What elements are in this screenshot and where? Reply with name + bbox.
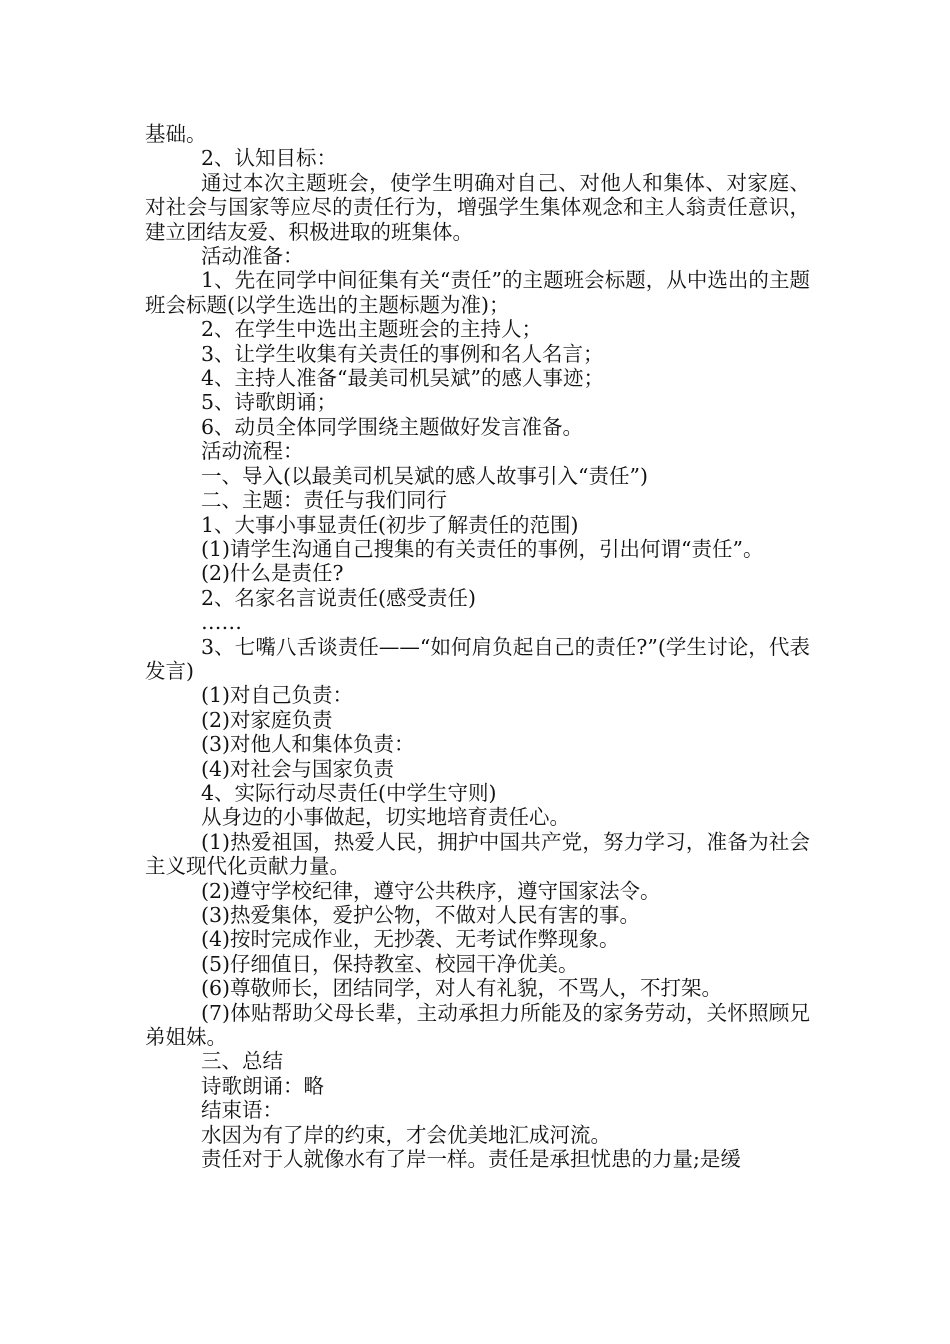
code-item-6: (6)尊敬师长，团结同学，对人有礼貌，不骂人，不打架。 — [201, 976, 723, 1001]
code-item-4: (4)按时完成作业，无抄袭、无考试作弊现象。 — [201, 927, 620, 952]
prep-item-6: 6、动员全体同学围绕主题做好发言准备。 — [201, 414, 584, 439]
code-item-7: (7)体贴帮助父母长辈，主动承担力所能及的家务劳动，关怀照顾兄弟姐妹。 — [145, 1000, 810, 1050]
theme-part-4-intro: 从身边的小事做起，切实地培育责任心。 — [201, 805, 570, 830]
code-item-3: (3)热爱集体，爱护公物，不做对人民有害的事。 — [201, 903, 641, 927]
prep-item-4: 4、主持人准备“最美司机吴斌”的感人事迹； — [201, 366, 605, 391]
paragraph-continuation: 基础。 — [145, 122, 207, 146]
code-item-5: (5)仔细值日，保持教室、校园干净优美。 — [201, 951, 579, 976]
theme-part-3-item-4: (4)对社会与国家负责 — [201, 756, 395, 781]
heading-cognitive-goal: 2、认知目标： — [201, 146, 338, 171]
document-body — [145, 122, 810, 1171]
theme-part-2: 2、名家名言说责任(感受责任) — [201, 585, 477, 610]
heading-summary: 三、总结 — [201, 1049, 283, 1074]
heading-closing-remarks: 结束语： — [201, 1098, 283, 1123]
closing-line-2: 责任对于人就像水有了岸一样。责任是承担忧患的力量;是缓 — [201, 1147, 741, 1172]
prep-item-2: 2、在学生中选出主题班会的主持人； — [201, 317, 543, 342]
poetry-recital: 诗歌朗诵：略 — [201, 1073, 324, 1098]
theme-part-1-item-2: (2)什么是责任? — [201, 561, 344, 586]
theme-part-4: 4、实际行动尽责任(中学生守则) — [201, 780, 497, 805]
prep-item-3: 3、让学生收集有关责任的事例和名人名言； — [201, 341, 604, 366]
prep-item-5: 5、诗歌朗诵； — [201, 390, 338, 415]
heading-activity-preparation: 活动准备： — [201, 244, 304, 269]
theme-part-3-item-1: (1)对自己负责： — [201, 683, 354, 708]
theme-part-1-item-1: (1)请学生沟通自己搜集的有关责任的事例，引出何谓“责任”。 — [201, 536, 764, 561]
theme-part-3: 3、七嘴八舌谈责任——“如何肩负起自己的责任?”(学生讨论，代表发言) — [145, 634, 810, 683]
code-item-2: (2)遵守学校纪律，遵守公共秩序，遵守国家法令。 — [201, 878, 661, 903]
theme-part-3-item-3: (3)对他人和集体负责： — [201, 732, 415, 757]
heading-activity-process: 活动流程： — [201, 439, 304, 464]
process-step-intro: 一、导入(以最美司机吴斌的感人故事引入“责任”) — [201, 463, 648, 488]
code-item-1: (1)热爱祖国，热爱人民，拥护中国共产党，努力学习，准备为社会主义现代化贡献力量。 — [145, 829, 810, 879]
closing-line-1: 水因为有了岸的约束，才会优美地汇成河流。 — [201, 1122, 611, 1147]
process-step-theme: 二、主题：责任与我们同行 — [201, 488, 447, 513]
theme-part-1: 1、大事小事显责任(初步了解责任的范围) — [201, 512, 579, 537]
ellipsis: …… — [201, 610, 242, 635]
prep-item-1: 1、先在同学中间征集有关“责任”的主题班会标题，从中选出的主题班会标题(以学生选出的主题标题为准)； — [145, 268, 810, 317]
paragraph-goal-description: 通过本次主题班会，使学生明确对自己、对他人和集体、对家庭、对社会与国家等应尽的责任行为，增强学生集体观念和主人翁责任意识，建立团结友爱、积极进取的班集体。 — [145, 170, 810, 244]
theme-part-3-item-2: (2)对家庭负责 — [201, 707, 333, 732]
